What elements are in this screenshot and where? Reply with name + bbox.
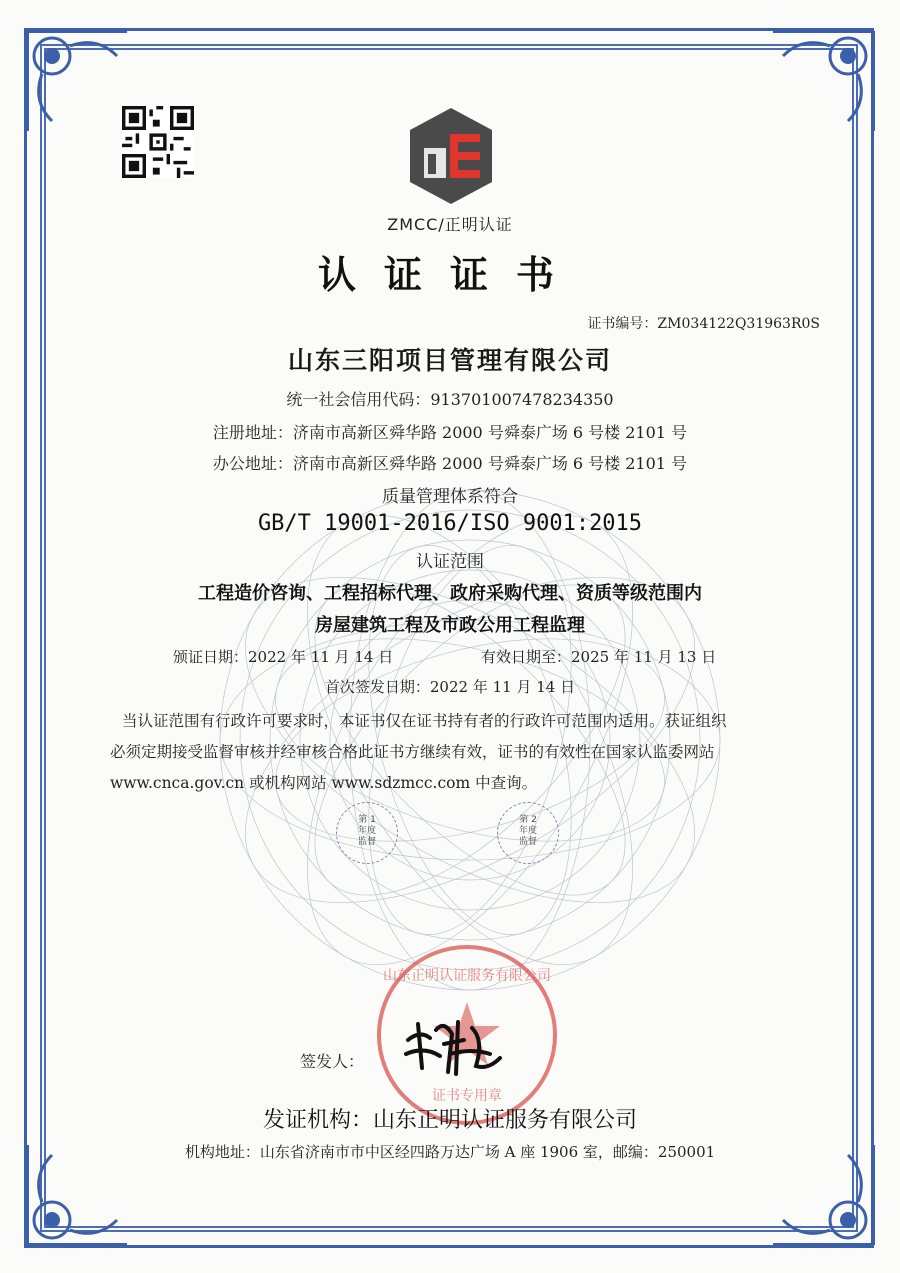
surveillance-1-line-1: 第 1: [358, 815, 376, 825]
scope-line-1: 工程造价咨询、工程招标代理、政府采购代理、资质等级范围内: [198, 583, 702, 604]
zmcc-logo-icon: [410, 108, 492, 204]
surveillance-1-line-3: 监督: [357, 837, 376, 847]
conformity-label: 质量管理体系符合: [382, 487, 518, 507]
scope-label: 认证范围: [416, 552, 484, 572]
surveillance-2-line-1: 第 2: [519, 815, 537, 825]
validity-statement: [110, 706, 800, 799]
brand-name: ZMCC/正明认证: [387, 215, 513, 234]
first-issue-date: 首次签发日期：2022 年 11 月 14 日: [324, 678, 576, 696]
issuer-address: 机构地址：山东省济南市市中区经四路万达广场 A 座 1906 室，邮编：250001: [184, 1143, 716, 1161]
surveillance-seal-2: [497, 802, 559, 864]
stamp-bottom-text: 证书专用章: [432, 1088, 502, 1104]
standard-code: GB/T 19001-2016/ISO 9001:2015: [257, 511, 643, 536]
credit-code: 统一社会信用代码：913701007478234350: [286, 390, 614, 409]
registered-address: 注册地址：济南市高新区舜华路 2000 号舜泰广场 6 号楼 2101 号: [212, 423, 688, 442]
valid-until: 有效日期至：2025 年 11 月 13 日: [481, 648, 717, 666]
corner-ornament-top-left: [22, 26, 132, 136]
signer-label: 签发人：: [300, 1052, 365, 1071]
handwritten-signature: [400, 1010, 510, 1080]
surveillance-2-line-2: 年度: [518, 826, 537, 836]
statement-line-1: 当认证范围有行政许可要求时，本证书仅在证书持有者的行政许可范围内适用。获证组织: [122, 712, 727, 730]
issue-date: 颁证日期：2022 年 11 月 14 日: [173, 648, 394, 666]
stamp-text: 山东正明认证服务有限公司: [383, 968, 551, 984]
certificate-number: 证书编号：ZM034122Q31963R0S: [587, 316, 820, 332]
certificate-title: 认证证书: [317, 252, 582, 297]
office-address: 办公地址：济南市高新区舜华路 2000 号舜泰广场 6 号楼 2101 号: [212, 454, 688, 473]
corner-ornament-top-right: [768, 26, 878, 136]
surveillance-2-line-3: 监督: [518, 837, 537, 847]
scope-line-2: 房屋建筑工程及市政公用工程监理: [315, 615, 585, 636]
statement-line-3: www.cnca.gov.cn 或机构网站 www.sdzmcc.com 中查询。: [110, 774, 538, 792]
issuing-body: 发证机构：山东正明认证服务有限公司: [262, 1108, 637, 1133]
qr-code-icon: [122, 106, 194, 178]
surveillance-seal-1: [336, 802, 398, 864]
surveillance-1-line-2: 年度: [357, 826, 376, 836]
company-name: 山东三阳项目管理有限公司: [287, 346, 612, 375]
statement-line-2: 必须定期接受监督审核并经审核合格此证书方继续有效，证书的有效性在国家认监委网站: [110, 743, 715, 761]
